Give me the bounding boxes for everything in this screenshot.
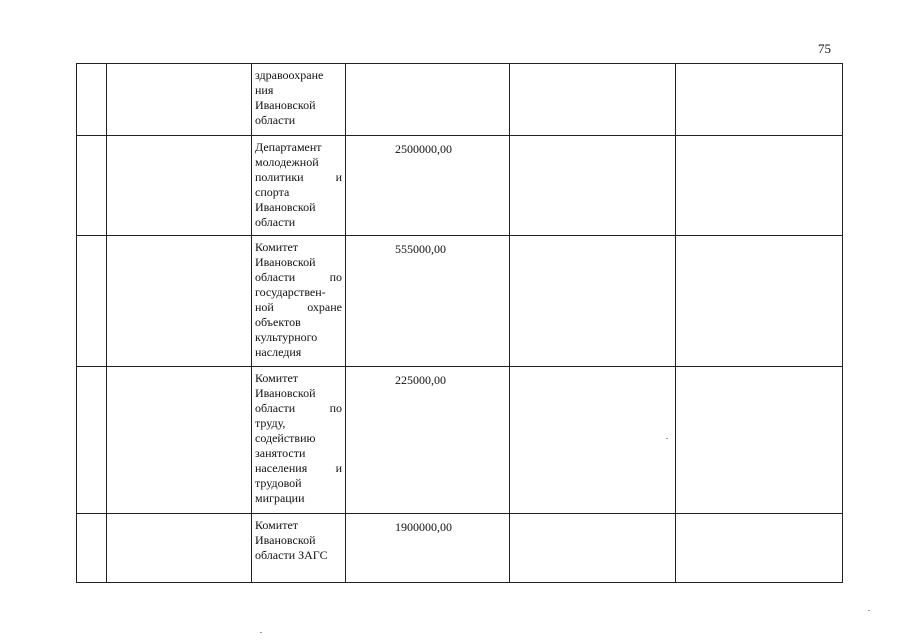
empty-cell [676, 367, 843, 514]
page-number: 75 [818, 41, 831, 56]
scan-speck [666, 438, 668, 439]
number-cell [77, 136, 107, 236]
org-line: области по [255, 270, 342, 284]
org-line: культурного [255, 330, 318, 344]
number-cell [77, 367, 107, 514]
org-line: населения и [255, 461, 342, 475]
org-line: труду, [255, 416, 286, 430]
org-line: политики и [255, 170, 342, 184]
org-line: здравоохране [255, 68, 324, 82]
scan-speck [868, 610, 870, 611]
org-line: области ЗАГС [255, 548, 328, 562]
org-line: Комитет [255, 518, 299, 532]
org-line: содействию [255, 431, 316, 445]
amount-value: 1900000,00 [395, 520, 452, 534]
org-line: Комитет [255, 240, 299, 254]
empty-cell [510, 367, 676, 514]
amount-value: 225000,00 [395, 373, 446, 387]
org-line: Ивановской [255, 533, 316, 547]
number-cell [77, 236, 107, 367]
number-cell [77, 514, 107, 583]
scan-speck [260, 632, 262, 633]
empty-cell [676, 136, 843, 236]
org-line: ной охране [255, 300, 342, 314]
amount-cell [346, 514, 510, 583]
name-cell [107, 236, 252, 367]
empty-cell [510, 64, 676, 136]
empty-cell [676, 236, 843, 367]
amount-cell [346, 136, 510, 236]
budget-table [76, 63, 843, 583]
org-line: занятости [255, 446, 306, 460]
number-cell [77, 64, 107, 136]
org-cell [252, 236, 346, 367]
org-cell [252, 367, 346, 514]
org-cell [252, 136, 346, 236]
org-line: молодежной [255, 155, 319, 169]
org-line: миграции [255, 491, 305, 505]
table-row [77, 514, 843, 583]
org-line: государствен- [255, 285, 326, 299]
org-line: Департамент [255, 140, 322, 154]
org-cell [252, 514, 346, 583]
table-row [77, 236, 843, 367]
org-line: наследия [255, 345, 302, 359]
empty-cell [510, 236, 676, 367]
org-line: Ивановской [255, 386, 316, 400]
org-line: Комитет [255, 371, 299, 385]
amount-cell [346, 367, 510, 514]
org-line: трудовой [255, 476, 302, 490]
org-line: области [255, 113, 296, 127]
table-body [77, 64, 843, 583]
empty-cell [676, 64, 843, 136]
org-line: спорта [255, 185, 290, 199]
name-cell [107, 514, 252, 583]
empty-cell [510, 514, 676, 583]
org-line: Ивановской [255, 200, 316, 214]
org-cell [252, 64, 346, 136]
org-line: ния [255, 83, 274, 97]
amount-cell [346, 64, 510, 136]
org-line: Ивановской [255, 98, 316, 112]
empty-cell [510, 136, 676, 236]
org-line: области [255, 215, 296, 229]
org-line: Ивановской [255, 255, 316, 269]
amount-value: 2500000,00 [395, 142, 452, 156]
name-cell [107, 64, 252, 136]
org-line: объектов [255, 315, 301, 329]
empty-cell [676, 514, 843, 583]
amount-value: 555000,00 [395, 242, 446, 256]
name-cell [107, 367, 252, 514]
table-row [77, 367, 843, 514]
amount-cell [346, 236, 510, 367]
table-row [77, 64, 843, 136]
org-line: области по [255, 401, 342, 415]
name-cell [107, 136, 252, 236]
table-row [77, 136, 843, 236]
